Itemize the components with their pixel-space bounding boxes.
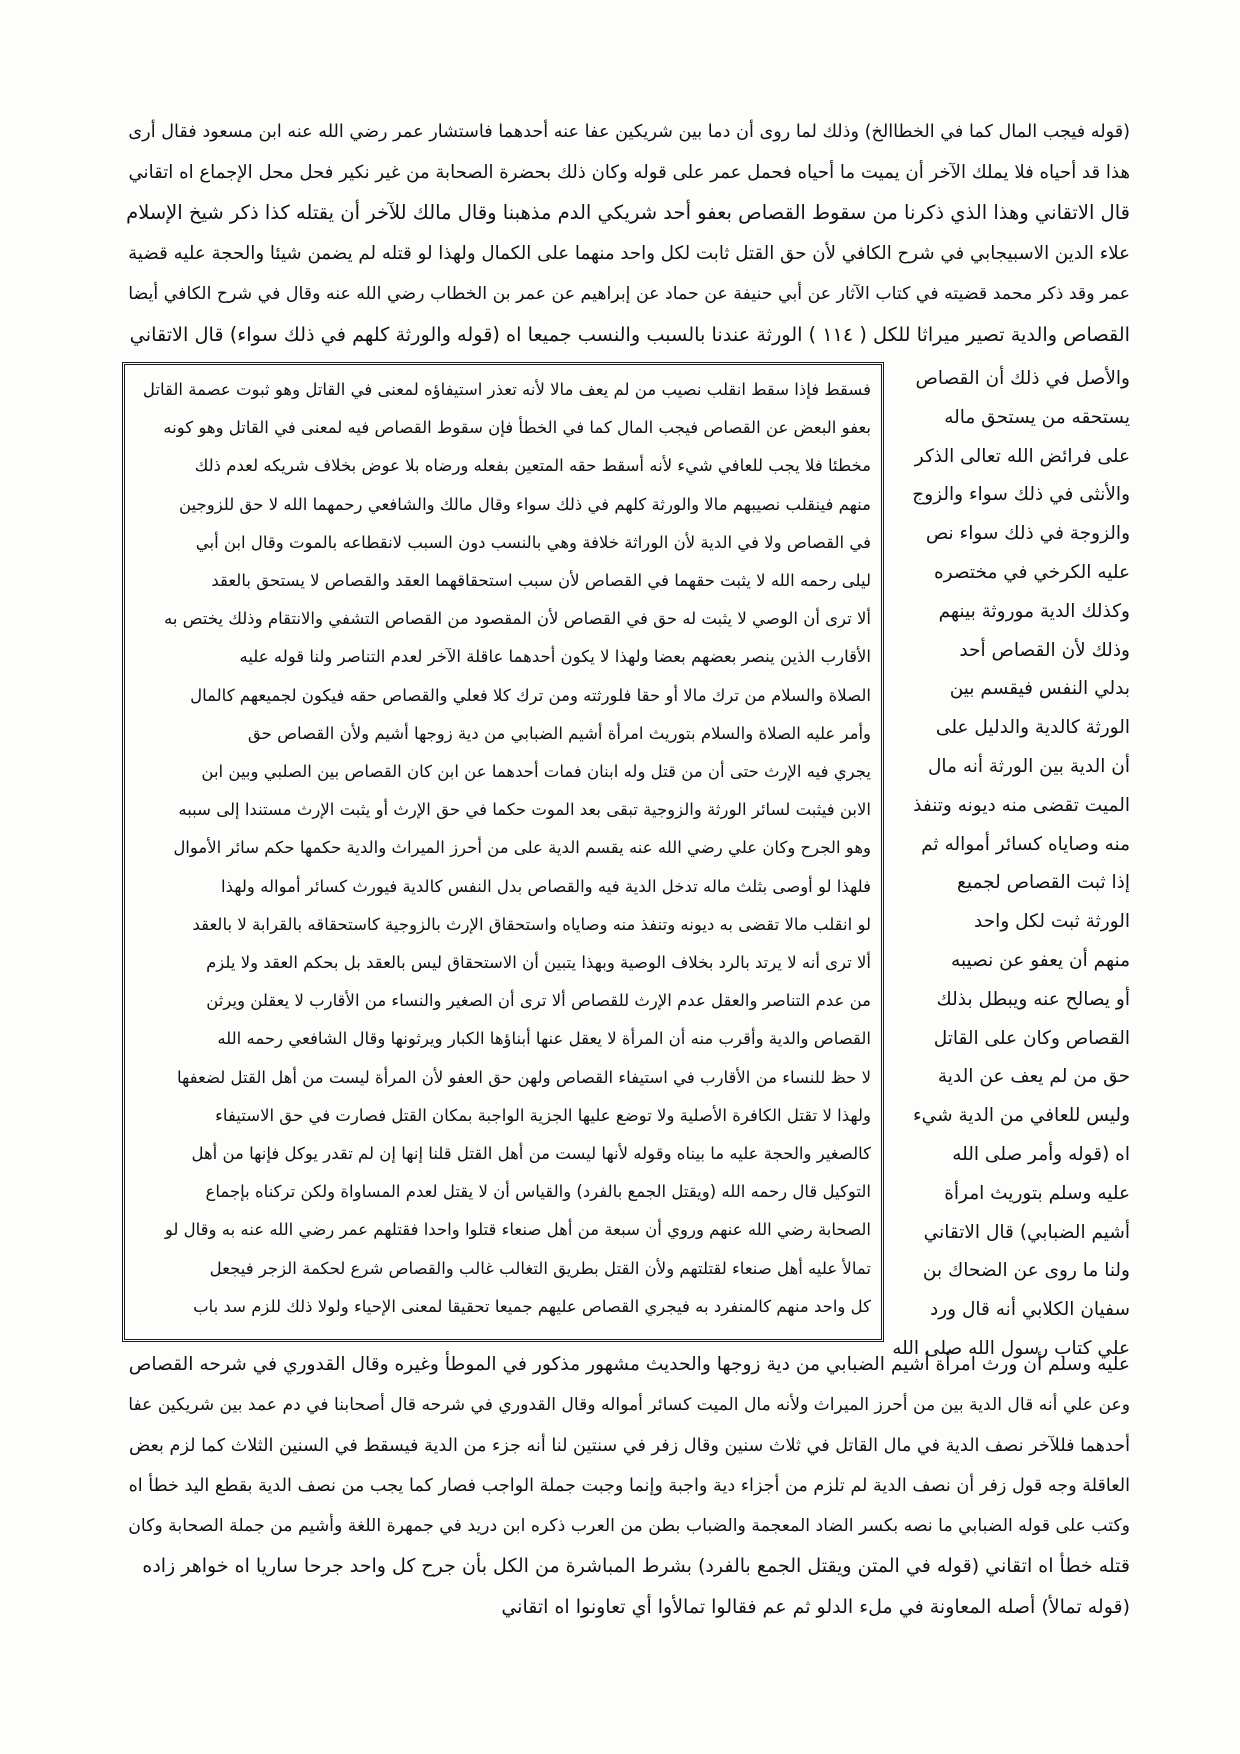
main-line: منهم فينقلب نصيبهم مالا والورثة كلهم في ذلك سواء وقال مالك والشافعي رحمهما الله لا حق للزوجين — [179, 494, 871, 514]
main-line: القصاص والدية وأقرب منه أن المرأة لا يعقل عنها أبناؤها الكبار ويرثونها وقال الشافعي رحمه الله — [217, 1029, 871, 1049]
margin-line: ولنا ما روى عن الضحاك بن — [922, 1260, 1130, 1282]
main-line: وأمر عليه الصلاة والسلام بتوريث امرأة أشيم الضبابي من دية زوجها أشيم ولأن القصاص حق — [247, 723, 871, 743]
main-line: بعفو البعض عن القصاص فيجب المال كما في الخطأ فإن سقوط القصاص فيه لمعنى في القاتل وهو كونه — [163, 418, 871, 438]
main-text — [135, 371, 871, 1326]
bottom-line: وعن علي أنه قال الدية بين من أحرز الميراث ولأنه مال الميت كسائر أمواله وقال القدوري في شرحه قال أصحابنا في دم عمد بين شريكين عفا — [128, 1395, 1130, 1416]
main-line: ولهذا لا تقتل الكافرة الأصلية ولا توضع عليها الجزية الواجبة بمكان القتل فصارت في حق الاستيفاء — [215, 1105, 871, 1125]
main-line: كالصغير والحجة عليه ما بيناه وقوله لأنها ليست من أهل القتل قلنا إنها إن لم تقدر يوكل فإنها من أهل — [191, 1144, 871, 1164]
main-line: تمالأ عليه أهل صنعاء لقتلتهم ولأن القتل بطريق التغالب غالب والقصاص شرع لحكمة الزجر فيجعل — [209, 1258, 871, 1278]
top-line: عمر وقد ذكر محمد قضيته في كتاب الآثار عن أبي حنيفة عن حماد عن إبراهيم عن عمر بن الخطاب رضي الله عنه وقال في شرح الكافي أيضا — [128, 284, 1130, 304]
margin-line: سفيان الكلابي أنه قال ورد — [929, 1299, 1130, 1321]
bottom-line: قتله خطأ اه اتقاني (قوله في المتن ويقتل الجمع بالفرد) بشرط المباشرة من الكل بأن جرح كل واحد جرحا ساريا اه خواهر زاده — [142, 1555, 1130, 1578]
main-line: لا حظ للنساء من الأقارب في استيفاء القصاص ولهن حق العفو لأن المرأة ليست من أهل القتل لضعفها — [177, 1067, 871, 1087]
margin-line: عليه الكرخي في مختصره — [933, 561, 1130, 583]
margin-line: وكذلك الدية موروثة بينهم — [938, 600, 1130, 622]
margin-line: الورثة كالدية والدليل على — [935, 717, 1130, 739]
top-commentary — [118, 112, 1130, 355]
top-line: قال الاتقاني وهذا الذي ذكرنا من سقوط القصاص بعفو أحد شريكي الدم مذهبنا وقال مالك للآخر أن يقتله كذا ذكر شيخ الإسلام — [126, 201, 1130, 224]
main-line: فسقط فإذا سقط انقلب نصيب من لم يعف مالا لأنه تعذر استيفاؤه لمعنى في القاتل وهو ثبوت عصمة القاتل — [142, 380, 871, 399]
main-line: من عدم التناصر والعقل عدم الإرث للقصاص ألا ترى أن الصغير والنساء من الأقارب لا يعقلن ويرثن — [206, 991, 871, 1011]
margin-line: بدلي النفس فيقسم بين — [949, 678, 1130, 700]
main-line: فلهذا لو أوصى بثلث ماله تدخل الدية فيه والقصاص بدل النفس كالدية فيورث كسائر أمواله ولهذا — [221, 876, 871, 896]
main-line: التوكيل قال رحمه الله (ويقتل الجمع بالفرد) والقياس أن لا يقتل لعدم المساواة ولكن تركناه بإجماع — [205, 1182, 871, 1202]
top-line: هذا قد أحياه فلا يملك الآخر أن يميت ما أحياه فحمل عمر على قوله وكان ذلك بحضرة الصحابة من غير نكير فحل محل الإجماع اه اتقاني — [128, 161, 1130, 183]
margin-line: وذلك لأن القصاص أحد — [959, 639, 1130, 661]
bottom-line: عليه وسلم أن ورث امرأة أشيم الضبابي من دية زوجها والحديث مشهور مذكور في الموطأ وغيره وقال القدوري في شرحه القصاص — [128, 1354, 1130, 1375]
main-line: الصلاة والسلام من ترك مالا أو حقا فلورثته ومن ترك كلا فعلي والقصاص حقه فيكون لجميعهم كالمال — [190, 685, 871, 705]
bottom-line: وكتب على قوله الضبابي ما نصه بكسر الضاد المعجمة والضباب بطن من العرب ذكره ابن دريد في جمهرة اللغة وأشيم من جملة الصحابة وكان — [128, 1516, 1130, 1537]
margin-line: والأنثى في ذلك سواء والزوج — [912, 484, 1130, 506]
main-line: ألا ترى أنه لا يرتد بالرد بخلاف الوصية وبهذا يتبين أن الاستحقاق ليس بالعقد بل بحكم العقد ولا يلزم — [206, 953, 871, 973]
bottom-commentary — [118, 1345, 1130, 1627]
margin-line: والزوجة في ذلك سواء نص — [925, 523, 1130, 545]
margin-line: يستحقه من يستحق ماله — [944, 406, 1130, 428]
bottom-line: (قوله تمالأ) أصله المعاونة في ملء الدلو ثم عم فقالوا تمالأوا أي تعاونوا اه اتقاني — [501, 1595, 1130, 1618]
margin-line: حق من لم يعف عن الدية — [937, 1066, 1130, 1088]
margin-line: القصاص وكان على القاتل — [933, 1027, 1130, 1049]
main-line: ليلى رحمه الله لا يثبت حقهما في القصاص لأن سبب استحقاقهما العقد والقصاص لا يستحق بالعقد — [211, 571, 871, 591]
margin-line: علي كتاب رسول الله صلى الله — [892, 1337, 1130, 1359]
margin-line: والأصل في ذلك أن القصاص — [915, 368, 1130, 389]
top-line: (قوله فيجب المال كما في الخطاالخ) وذلك لما روى أن دما بين شريكين عفا عنه أحدهما فاستشار عمر رضي الله عنه ابن مسعود فقال أرى — [128, 122, 1130, 142]
margin-line: على فرائض الله تعالى الذكر — [914, 445, 1130, 467]
main-line: ألا ترى أن الوصي لا يثبت له حق في القصاص لأن المقصود من القصاص التشفي والانتقام وذلك يختص به — [164, 609, 871, 629]
margin-line: الورثة ثبت لكل واحد — [974, 911, 1130, 933]
main-line: كل واحد منهم كالمنفرد به فيجري القصاص عليهم جميعا تحقيقا لمعنى الإحياء ولولا ذلك للزم سد باب — [193, 1296, 871, 1316]
main-line: مخطئا فلا يجب للعافي شيء لأنه أسقط حقه المتعين بفعله ورضاه بلا عوض بخلاف شريكه لعدم ذلك — [194, 456, 871, 476]
main-line: في القصاص ولا في الدية لأن الوراثة خلافة وهي بالنسب دون السبب لانقطاعه بالموت وقال ابن أبي — [195, 532, 871, 552]
margin-line: أن الدية بين الورثة أنه مال — [927, 755, 1130, 777]
main-line: الأقارب الذين ينصر بعضهم بعضا ولهذا لا يكون أحدهما عاقلة الآخر لعدم التناصر ولنا قوله عليه — [239, 647, 871, 667]
margin-line: عليه وسلم بتوريث امرأة — [944, 1182, 1130, 1204]
margin-line: أو يصالح عنه ويبطل بذلك — [936, 988, 1130, 1010]
main-line: الابن فيثبت لسائر الورثة والزوجية تبقى بعد الموت حكما في حق الإرث أو يثبت الإرث مستندا إلى سببه — [178, 800, 871, 820]
margin-commentary — [892, 360, 1130, 1369]
bottom-line: العاقلة وجه قول زفر أن نصف الدية لم تلزم من أجزاء دية واجبة وإنما وجبت جملة الواجب فصار كما يجب من نصف الدية بقطع اليد خطأ اه — [128, 1475, 1130, 1496]
margin-line: إذا ثبت القصاص لجميع — [957, 872, 1130, 894]
margin-line: الميت تقضى منه ديونه وتنفذ — [913, 794, 1130, 816]
main-line: الصحابة رضي الله عنهم وروي أن سبعة من أهل صنعاء قتلوا واحدا فقتلهم عمر رضي الله عنه به وقال لو — [164, 1220, 871, 1240]
margin-line: وليس للعافي من الدية شيء — [912, 1105, 1130, 1127]
main-line: لو انقلب مالا تقضى به ديونه وتنفذ منه وصاياه واستحقاق الإرث بالزوجية كاستحقاقه بالقرابة لا بالعقد — [192, 914, 871, 934]
margin-line: أشيم الضبابي) قال الاتقاني — [923, 1221, 1130, 1243]
margin-line: اه (قوله وأمر صلى الله — [952, 1143, 1130, 1165]
main-line: وهو الجرح وكان علي رضي الله عنه يقسم الدية على من أحرز الميراث والدية حكمها حكم سائر الأموال — [173, 838, 871, 858]
margin-line: منه وصاياه كسائر أمواله ثم — [921, 833, 1130, 855]
main-line: يجري فيه الإرث حتى أن من قتل وله ابنان فمات أحدهما عن ابن كان القصاص بين الصلبي وبين ابن — [201, 762, 871, 782]
margin-line: منهم أن يعفو عن نصيبه — [951, 949, 1130, 971]
main-text-box — [122, 362, 884, 1342]
top-line: علاء الدين الاسبيجابي في شرح الكافي لأن حق القتل ثابت لكل واحد منهما على الكمال ولهذا لو قتله لم يضمن شيئا والحجة عليه قضية — [128, 242, 1130, 264]
top-line: القصاص والدية تصير ميراثا للكل ( ١١٤ ) الورثة عندنا بالسبب والنسب جميعا اه (قوله والورثة كلهم في ذلك سواء) قال الاتقاني — [129, 322, 1130, 346]
bottom-line: أحدهما فللآخر نصف الدية في مال القاتل في ثلاث سنين وقال زفر في سنتين لنا أنه جزء من الدية فيسقط في السنين الثلاث كما لزم بعض — [128, 1435, 1130, 1456]
